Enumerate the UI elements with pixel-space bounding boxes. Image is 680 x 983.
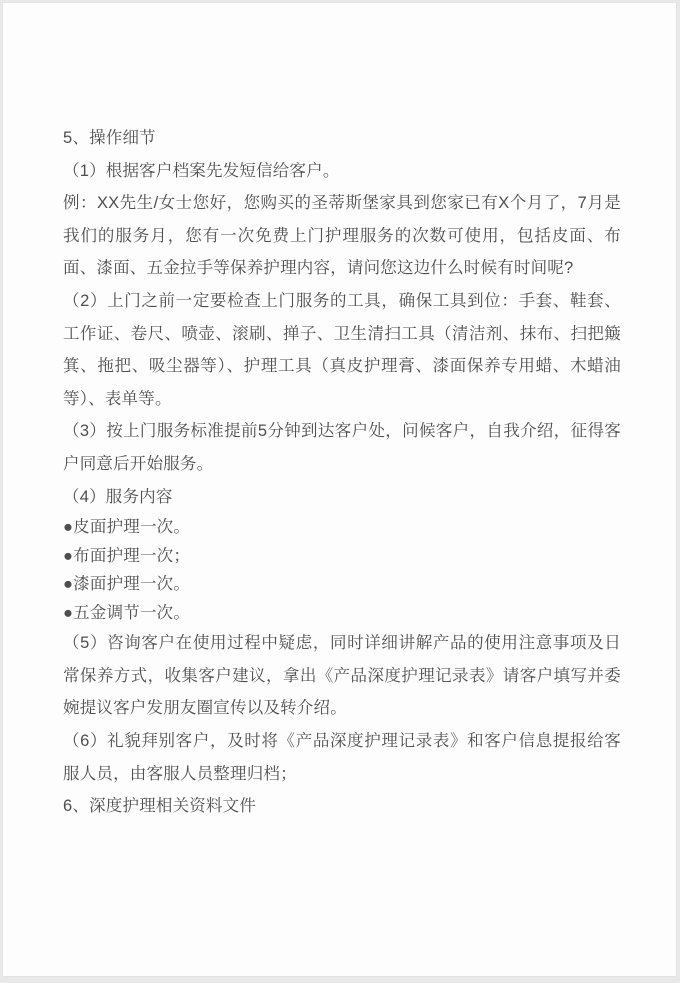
section-5-heading: 5、操作细节 xyxy=(63,129,156,147)
step-5-paragraph: （5）咨询客户在使用过程中疑虑，同时详细讲解产品的使用注意事项及日常保养方式，收集客户建议，拿出《产品深度护理记录表》请客户填写并委婉提议客户发朋友圈宣传以及转介绍。 xyxy=(63,634,621,718)
step-3-paragraph: （3）按上门服务标准提前5分钟到达客户处，问候客户，自我介绍，征得客户同意后开始服务。 xyxy=(63,422,621,473)
step-2-paragraph: （2）上门之前一定要检查上门服务的工具，确保工具到位：手套、鞋套、工作证、卷尺、喷壶、滚刷、掸子、卫生清扫工具（清洁剂、抹布、扫把簸箕、拖把、吸尘器等）、护理工具（真皮护理膏、漆面保养专用蜡、木蜡油等）、表单等。 xyxy=(63,291,621,408)
list-item-paint-care: ●漆面护理一次。 xyxy=(63,575,191,594)
list-item-fabric-care: ●布面护理一次； xyxy=(63,546,191,565)
step-4-heading: （4）服务内容 xyxy=(63,487,173,506)
sms-example-paragraph: 例：XX先生/女士您好，您购买的圣蒂斯堡家具到您家已有X个月了，7月是我们的服务月，您有一次免费上门护理服务的次数可使用，包括皮面、布面、漆面、五金拉手等保养护理内容，请问您这边什么时候有时间呢? xyxy=(63,194,621,278)
document-content xyxy=(3,3,676,823)
list-item-leather-care: ●皮面护理一次。 xyxy=(63,518,191,537)
list-item-hardware-adjust: ●五金调节一次。 xyxy=(63,603,191,622)
section-6-heading: 6、深度护理相关资料文件 xyxy=(63,797,257,816)
step-6-paragraph: （6）礼貌拜别客户，及时将《产品深度护理记录表》和客户信息提报给客服人员，由客服人员整理归档； xyxy=(63,731,621,783)
step-1-paragraph: （1）根据客户档案先发短信给客户。 xyxy=(63,161,340,180)
service-items-list xyxy=(63,513,621,627)
document-page xyxy=(2,2,677,977)
